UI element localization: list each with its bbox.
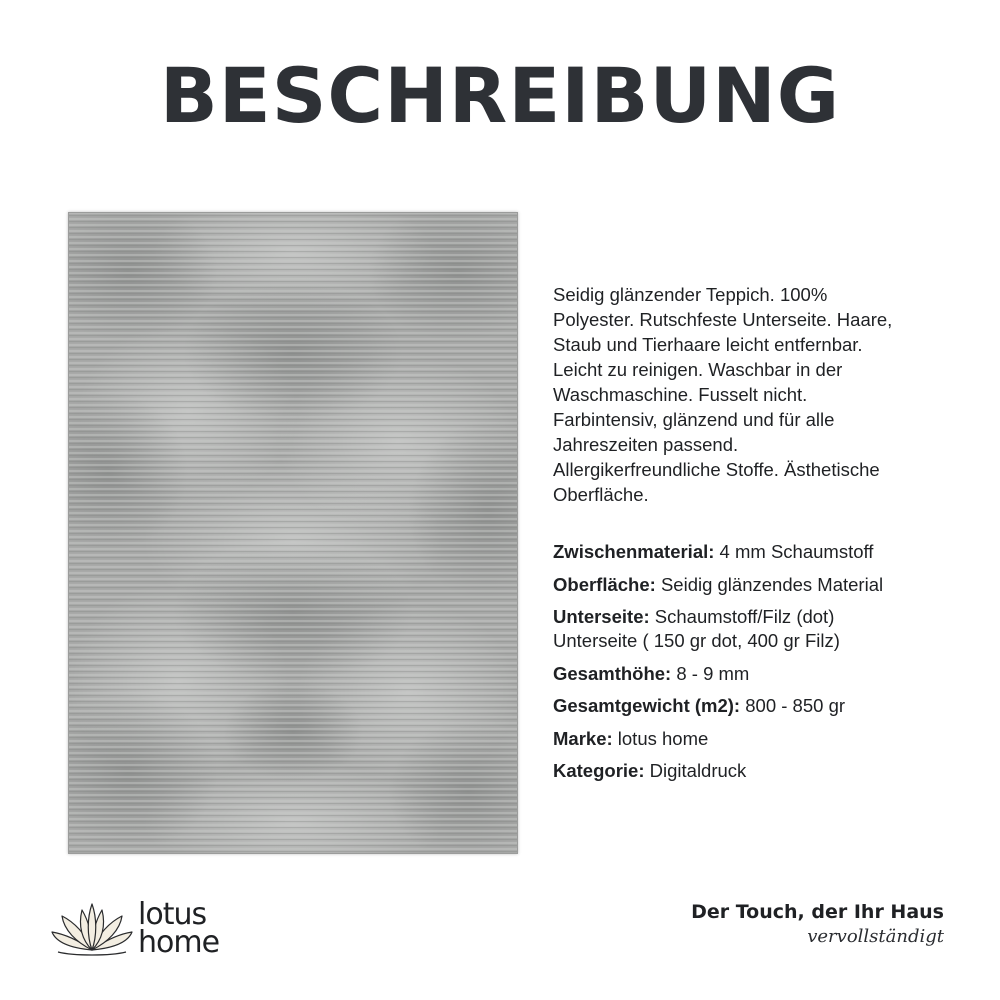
spec-value: 8 - 9 mm	[671, 662, 750, 684]
spec-gesamthoehe	[553, 662, 973, 686]
description-line: Staub und Tierhaare leicht entfernbar.	[553, 334, 863, 355]
tagline-sub: vervollständigt	[807, 926, 944, 947]
lotus-flower-icon	[50, 902, 134, 958]
spec-value: 800 - 850 gr	[740, 695, 846, 716]
spec-value: Seidig glänzendes Material	[655, 573, 884, 595]
description-line: Polyester. Rutschfeste Unterseite. Haare,	[553, 309, 893, 330]
spec-label: Zwischenmaterial:	[553, 541, 715, 562]
spec-value: Schaumstoff/Filz (dot)	[649, 606, 835, 627]
spec-label: Marke:	[553, 727, 613, 749]
spec-value: lotus home	[612, 727, 709, 749]
spec-marke	[553, 727, 973, 751]
description-line: Oberfläche.	[553, 484, 649, 505]
rug-product-image	[68, 212, 518, 854]
spec-gesamtgewicht	[553, 694, 973, 718]
spec-label: Gesamtgewicht (m2):	[553, 695, 741, 716]
description-line: Leicht zu reinigen. Waschbar in der	[553, 359, 843, 380]
spec-oberflaeche	[553, 573, 973, 597]
description-line: Allergikerfreundliche Stoffe. Ästhetische	[553, 459, 880, 480]
spec-zwischenmaterial	[553, 540, 973, 564]
spec-label: Gesamthöhe:	[553, 662, 672, 684]
description-line: Jahreszeiten passend.	[553, 434, 739, 455]
spec-value: 4 mm Schaumstoff	[714, 541, 874, 562]
spec-label: Unterseite:	[553, 606, 650, 627]
spec-list	[553, 540, 973, 792]
description-line: Waschmaschine. Fusselt nicht.	[553, 384, 808, 405]
description-line: Farbintensiv, glänzend und für alle	[553, 409, 835, 430]
description-line: Seidig glänzender Teppich. 100%	[553, 284, 828, 305]
page-title: BESCHREIBUNG	[159, 51, 841, 140]
spec-value: Digitaldruck	[644, 760, 747, 781]
logo-word-home: home	[138, 925, 220, 960]
description-text	[553, 282, 973, 507]
spec-unterseite	[553, 605, 973, 653]
spec-value-line2: Unterseite ( 150 gr dot, 400 gr Filz)	[553, 630, 840, 651]
brand-logo	[50, 898, 250, 960]
spec-label: Kategorie:	[553, 760, 645, 781]
grey-rug-image	[68, 212, 518, 854]
tagline-main: Der Touch, der Ihr Haus	[691, 901, 944, 923]
spec-label: Oberfläche:	[553, 573, 656, 595]
spec-kategorie	[553, 759, 973, 783]
logo-word-lotus: lotus	[138, 897, 207, 932]
